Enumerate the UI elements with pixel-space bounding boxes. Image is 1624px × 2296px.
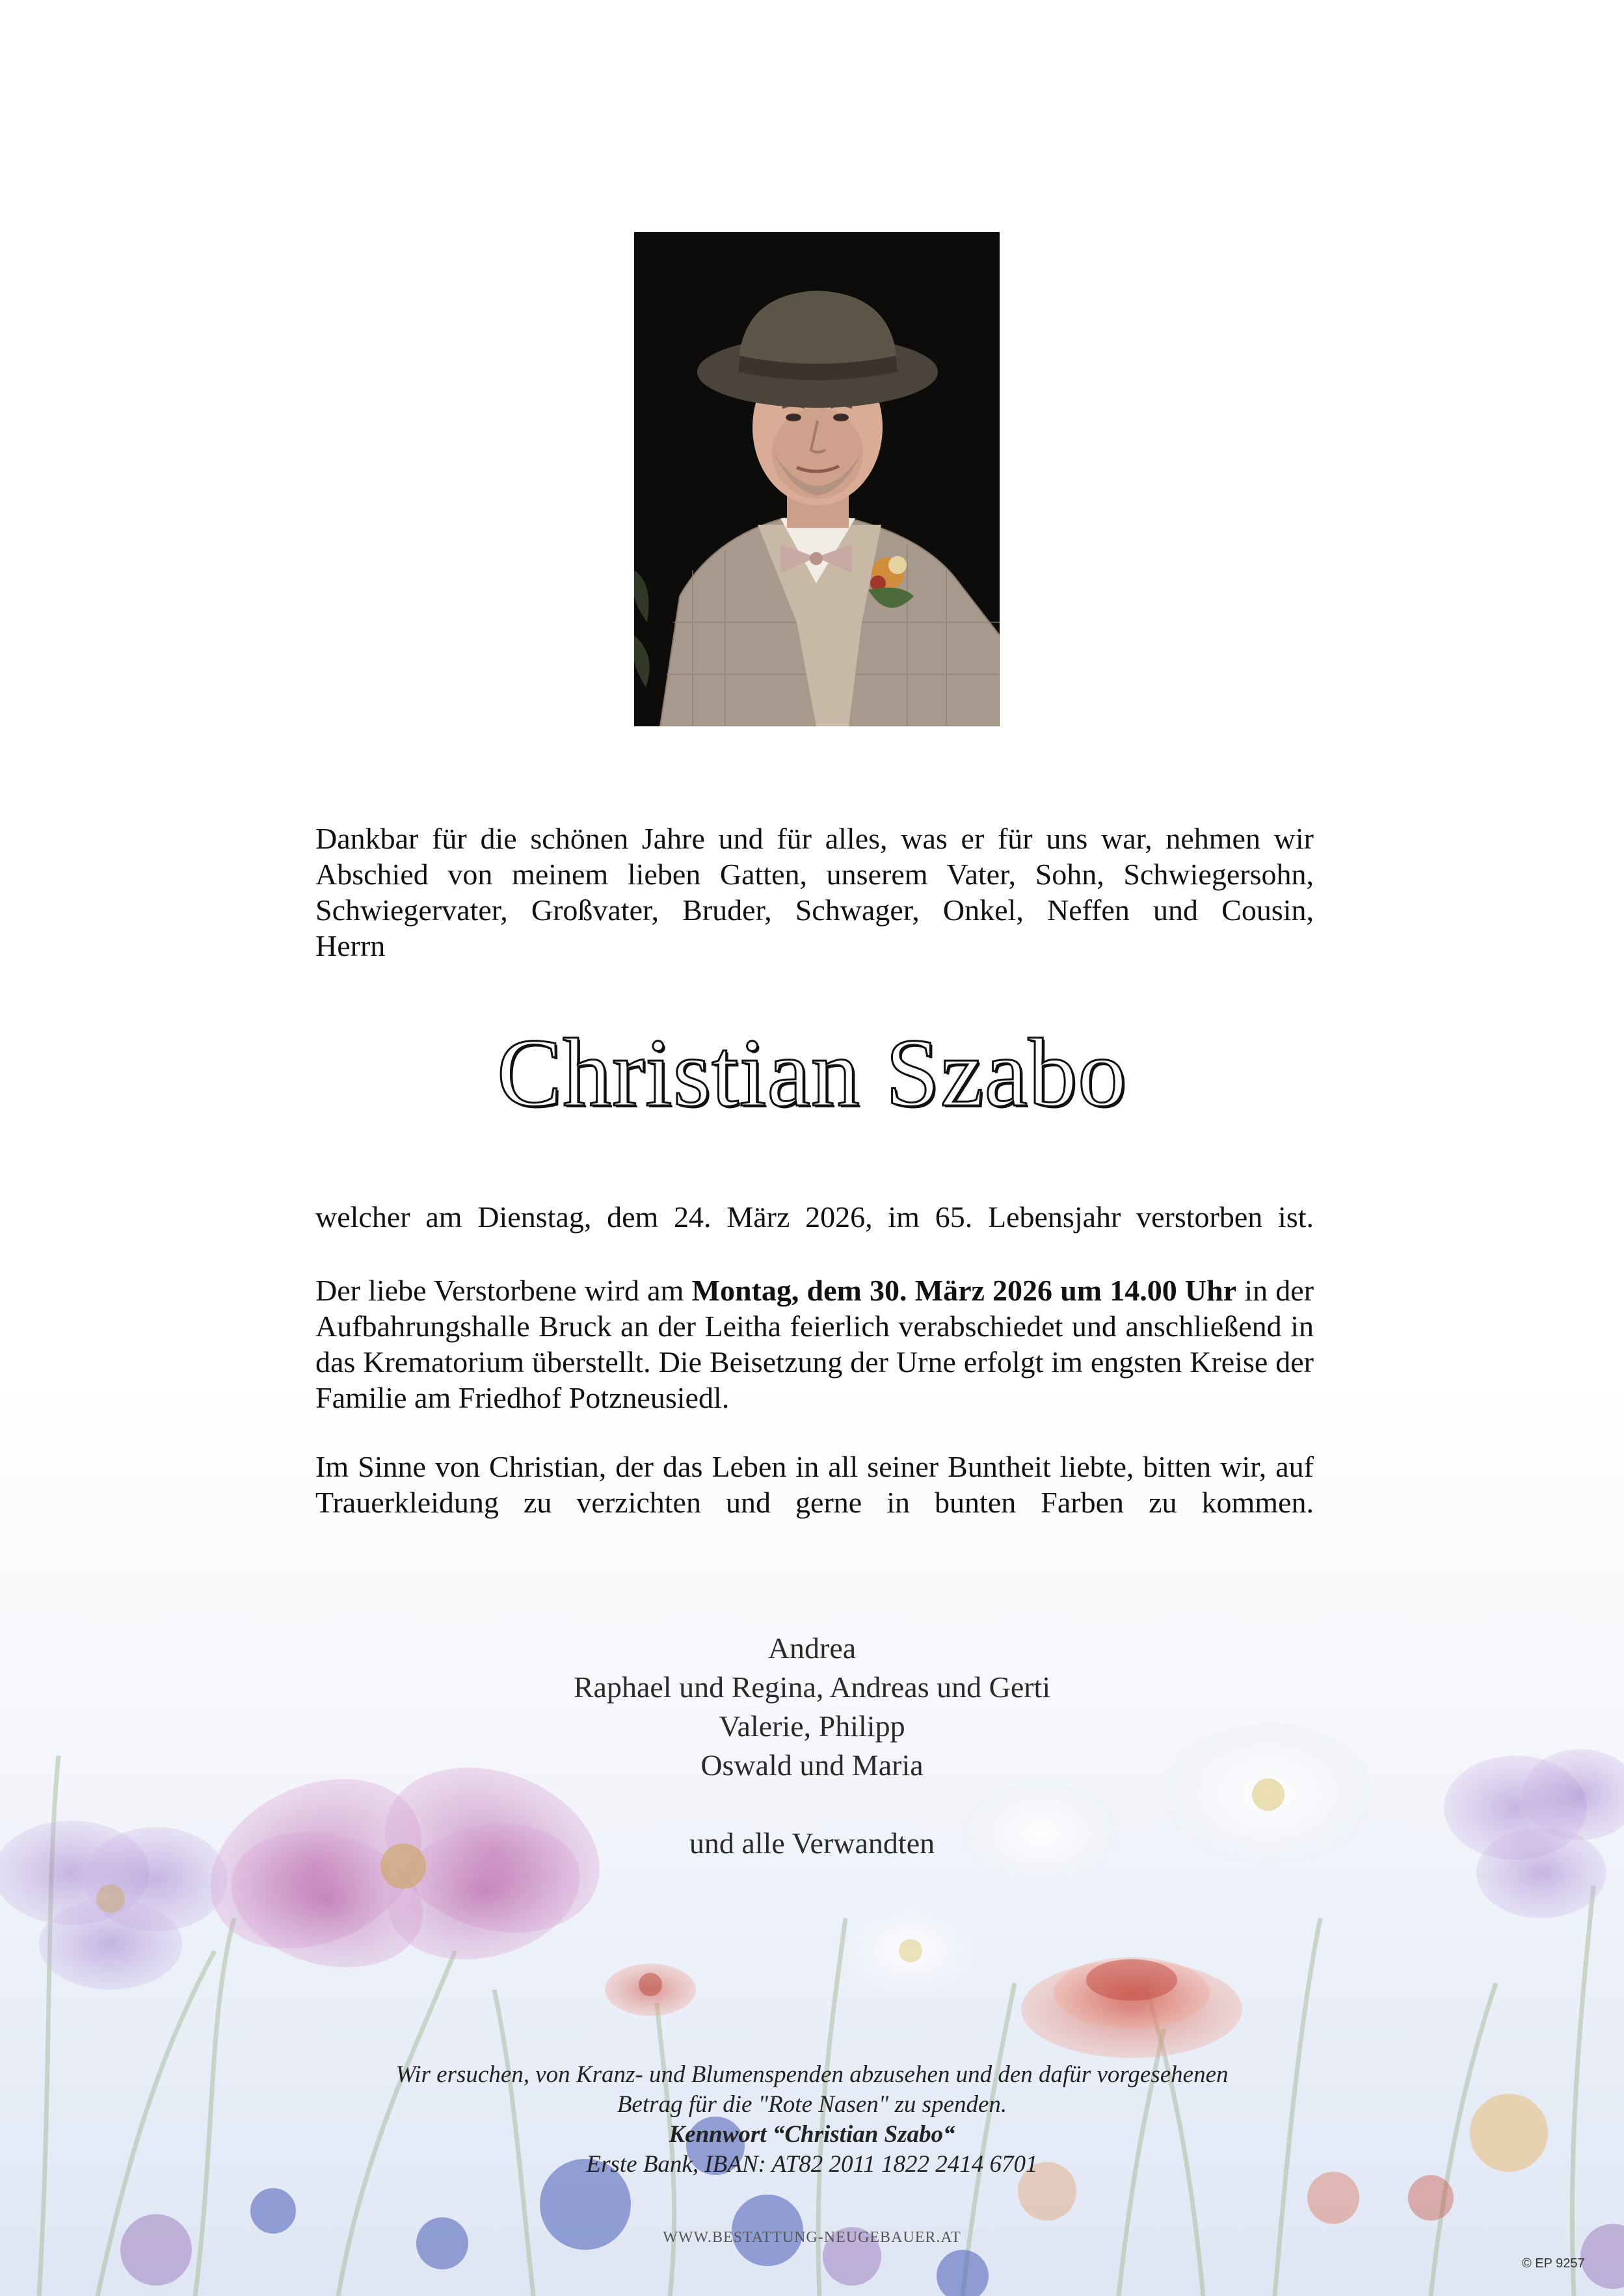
family-spacer [0, 1785, 1624, 1824]
family-relatives: und alle Verwandten [689, 1827, 935, 1860]
ceremony-rest: in der Aufbahrungshalle Bruck an der Leitha feierlich verabschiedet und anschließend in das Krematorium überstellt. Die Beisetzung der Urne erfolgt im engsten Kreise der Familie am Friedhof Potzneusiedl. [315, 1274, 1314, 1414]
intro-line-3: Schwiegervater, Großvater, Bruder, Schwager, Onkel, Neffen und Cousin, [315, 893, 1314, 927]
intro-line-2: Abschied von meinem lieben Gatten, unserem Vater, Sohn, Schwiegersohn, [315, 858, 1314, 891]
ceremony-paragraph [315, 1273, 1314, 1416]
donation-note [0, 2060, 1624, 2180]
deceased-name: Christian Szabo [496, 1019, 1128, 1127]
ceremony-text [315, 1273, 1314, 1416]
intro-line-1: Dankbar für die schönen Jahre und für alles, was er für uns war, nehmen wir [315, 822, 1314, 855]
donation-keyword: Kennwort “Christian Szabo“ [669, 2121, 955, 2148]
donation-line-1: Wir ersuchen, von Kranz- und Blumenspenden abzusehen und den dafür vorgesehenen [395, 2061, 1229, 2088]
family-line: Raphael und Regina, Andreas und Gerti [573, 1670, 1051, 1704]
donation-line-2: Betrag für die "Rote Nasen" zu spenden. [617, 2091, 1007, 2118]
intro-text [315, 821, 1314, 964]
family-line: Valerie, Philipp [719, 1709, 905, 1743]
family-line: Andrea [767, 1631, 857, 1665]
death-notice-text: welcher am Dienstag, dem 24. März 2026, im 65. Lebensjahr verstorben ist. [315, 1200, 1314, 1234]
family-line: Oswald und Maria [700, 1748, 924, 1782]
print-code: © EP 9257 [1522, 2256, 1585, 2271]
wish-text [315, 1449, 1314, 1520]
family-list [0, 1629, 1624, 1863]
ceremony-lead: Der liebe Verstorbene wird am [315, 1274, 692, 1307]
website-watermark: WWW.BESTATTUNG-NEUGEBAUER.AT [663, 2229, 961, 2246]
donation-iban: Erste Bank, IBAN: AT82 2011 1822 2414 6701 [586, 2151, 1038, 2178]
death-notice [315, 1199, 1314, 1235]
portrait-photo [634, 232, 1000, 726]
intro-line-4: Herrn [315, 929, 386, 962]
ceremony-date: Montag, dem 30. März 2026 um 14.00 Uhr [691, 1274, 1237, 1307]
wish-paragraph: Im Sinne von Christian, der das Leben in all seiner Buntheit liebte, bitten wir, auf Trauerkleidung zu verzichten und gerne in bunten Farben zu kommen. [315, 1450, 1314, 1519]
